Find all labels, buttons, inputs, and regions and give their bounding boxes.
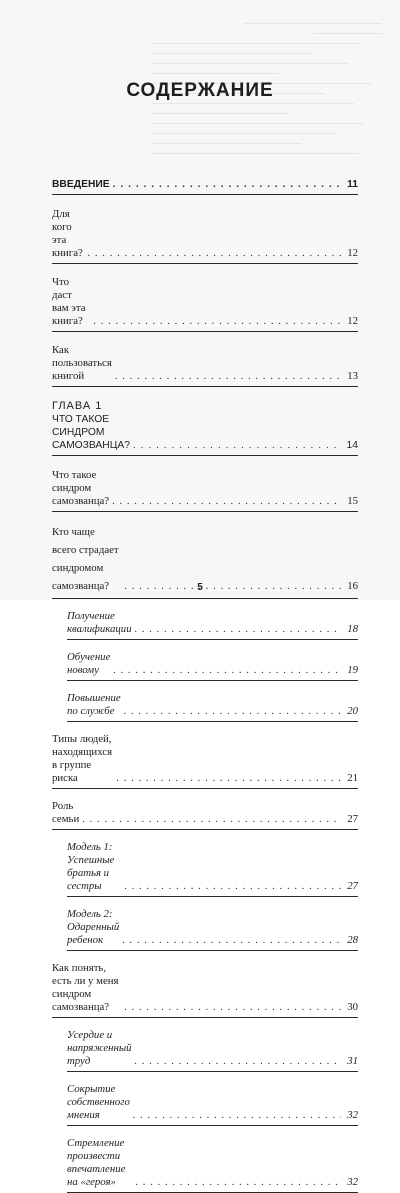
toc-page-number: 27 — [347, 813, 358, 825]
toc-page-number: 18 — [347, 623, 358, 635]
toc-entry-text: Что такое синдром самозванца? — [52, 469, 110, 507]
toc-page-number: 14 — [346, 440, 358, 451]
page-number: 5 — [197, 582, 203, 593]
toc-dot-leader — [113, 178, 341, 191]
toc-dot-leader — [115, 370, 341, 383]
toc-entry-text: ЧТО ТАКОЕ СИНДРОМ САМОЗВАНЦА? — [52, 414, 130, 451]
toc-page-number: 27 — [347, 880, 358, 892]
toc-dot-leader — [113, 664, 341, 677]
toc-entry-text: Обучение новому — [67, 651, 111, 676]
toc-dot-leader — [136, 1176, 341, 1189]
toc-dot-leader — [88, 247, 342, 260]
toc-dot-leader — [124, 705, 341, 718]
toc-page-number: 15 — [347, 495, 358, 507]
toc-dot-leader — [112, 495, 341, 508]
toc-entry-text: Как пользоваться книгой — [52, 344, 112, 382]
toc-page-number: 16 — [347, 580, 358, 592]
toc-dot-leader — [116, 772, 341, 785]
toc-entry-text: Модель 1: Успешные братья и сестры — [67, 841, 115, 892]
toc-dot-leader — [133, 1109, 341, 1122]
toc-page-number: 21 — [347, 772, 358, 784]
toc-page-number: 11 — [347, 179, 358, 190]
toc-entry-sub[interactable] — [67, 1083, 358, 1126]
toc-entry-intro[interactable] — [52, 178, 358, 195]
toc-entry[interactable] — [52, 344, 358, 387]
toc-entry-sub[interactable] — [67, 841, 358, 897]
toc-dot-leader — [135, 623, 341, 636]
page-title: СОДЕРЖАНИЕ — [126, 80, 274, 101]
toc-entry-sub[interactable] — [67, 692, 358, 722]
toc-entry-text: Сокрытие собственного мнения — [67, 1083, 130, 1121]
toc-entry-text: Стремление произвести впечатление на «героя» — [67, 1137, 126, 1188]
toc-entry[interactable] — [52, 276, 358, 332]
table-of-contents — [52, 178, 358, 1193]
toc-dot-leader — [133, 439, 341, 452]
toc-page-number: 13 — [347, 370, 358, 382]
toc-entry-text: Как понять, есть ли у меня синдром самозванца? — [52, 962, 119, 1013]
chapter-label: ГЛАВА 1 — [52, 400, 103, 412]
toc-dot-leader — [135, 1055, 341, 1068]
toc-entry-text: Повышение по службе — [67, 692, 121, 717]
toc-page-number: 28 — [347, 934, 358, 946]
toc-dot-leader — [93, 315, 341, 328]
toc-entry-sub[interactable] — [67, 610, 358, 640]
toc-entry-chapter-1[interactable] — [52, 413, 358, 456]
toc-entry-text: Получение квалификации — [67, 610, 132, 635]
toc-entry-text: ВВЕДЕНИЕ — [52, 179, 110, 190]
toc-entry-text: Кто чаще всего страдает синдромом самозванца? — [52, 526, 119, 592]
toc-page-number: 19 — [347, 664, 358, 676]
toc-entry-text: Модель 2: Одаренный ребенок — [67, 908, 120, 946]
toc-entry-text: Что даст вам эта книга? — [52, 276, 86, 327]
toc-entry-text: Для кого эта книга? — [52, 208, 83, 259]
toc-entry-text: Типы людей, находящихся в группе риска — [52, 733, 113, 784]
toc-entry-text: Усердие и напряженный труд — [67, 1029, 132, 1067]
toc-dot-leader — [124, 880, 341, 893]
toc-entry[interactable] — [52, 962, 358, 1018]
toc-page-number: 31 — [347, 1055, 358, 1067]
toc-entry[interactable] — [52, 733, 358, 789]
toc-entry-sub[interactable] — [67, 1137, 358, 1193]
toc-entry-sub[interactable] — [67, 1029, 358, 1072]
toc-entry[interactable] — [52, 208, 358, 264]
toc-page-number: 32 — [347, 1176, 358, 1188]
toc-dot-leader — [122, 934, 341, 947]
toc-page-number: 12 — [347, 247, 358, 259]
toc-entry[interactable] — [52, 800, 358, 830]
toc-dot-leader — [124, 1001, 341, 1014]
toc-page-number: 32 — [347, 1109, 358, 1121]
toc-page-number: 30 — [347, 1001, 358, 1013]
toc-page-number: 20 — [347, 705, 358, 717]
toc-entry-sub[interactable] — [67, 908, 358, 951]
toc-page-number: 12 — [347, 315, 358, 327]
toc-entry[interactable] — [52, 469, 358, 512]
toc-entry-sub[interactable] — [67, 651, 358, 681]
toc-dot-leader — [82, 813, 341, 826]
toc-entry-text: Роль семьи — [52, 800, 80, 825]
